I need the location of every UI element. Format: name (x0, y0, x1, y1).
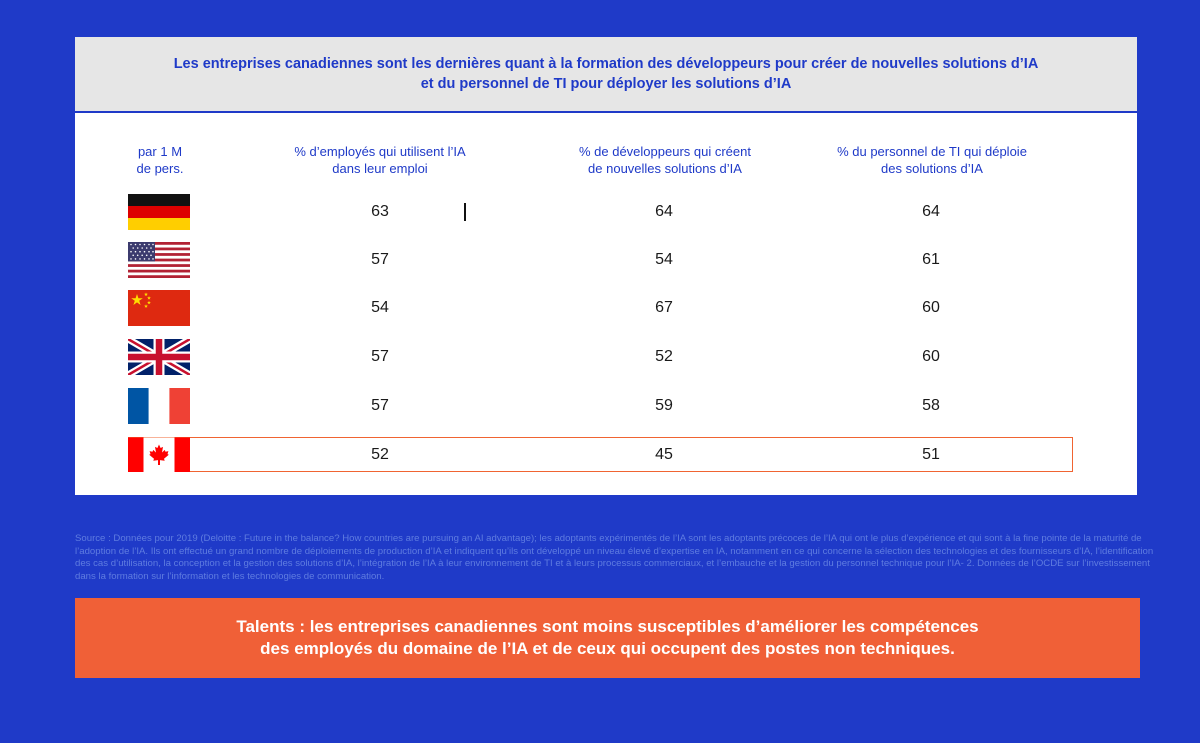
china-flag-icon (128, 290, 190, 326)
table-cell: 54 (371, 299, 389, 316)
column-header-line-1: % de développeurs qui créent (578, 144, 751, 159)
card-title (126, 54, 1086, 94)
table-cell: 52 (655, 348, 673, 365)
column-header-line-2: des solutions d’IA (881, 161, 983, 176)
table-cell: 61 (922, 251, 940, 268)
canada-flag-icon (128, 437, 190, 472)
usa-flag-icon (128, 242, 190, 278)
germany-flag-icon (128, 194, 190, 230)
column-header-line-2: dans leur emploi (332, 161, 428, 176)
column-header-line-2: de nouvelles solutions d’IA (588, 161, 742, 176)
uk-flag-icon (128, 339, 190, 375)
banner-line-2: des employés du domaine de l’IA et de ceux qui occupent des postes non techniques. (260, 639, 955, 658)
column-header-it-staff (802, 143, 1062, 177)
table-cell: 59 (655, 397, 673, 414)
table-cell: 57 (371, 397, 389, 414)
column-header-developers (535, 143, 795, 177)
card-header (75, 37, 1137, 113)
table-cell: 64 (922, 203, 940, 220)
table-cell: 57 (371, 348, 389, 365)
table-cell: 60 (922, 348, 940, 365)
row-header (115, 143, 205, 177)
table-cell: 63 (371, 203, 389, 220)
text-cursor (464, 203, 466, 221)
table-cell: 67 (655, 299, 673, 316)
source-note: Source : Données pour 2019 (Deloitte : Future in the balance? How countries are pursuing an AI advantage); les adoptants expérimentés de l’IA sont les adoptants précoces de l’IA qui ont le plus d’expérience et qui sont à la fine pointe de la maturité de l’adoption de l’IA. Ils ont effectué un grand nombre de déploiements de production d’IA et indiquent qu’ils ont développé un niveau élevé d’expertise en IA, notamment en ce qui concerne la sélection des technologies et des fournisseurs d’IA, l’identification des cas d’utilisation, la conception et la gestion des solutions d’IA, l’intégration de l’IA à leur environnement de TI et à leurs processus commerciaux, et l’embauche et la gestion du personnel technique pour l’IA- 2. Données de l’OCDE sur l’investissement dans la formation sur l’information et les technologies de communication. (75, 533, 1154, 582)
column-header-line-1: % du personnel de TI qui déploie (837, 144, 1027, 159)
table-cell: 51 (922, 446, 940, 463)
table-cell: 60 (922, 299, 940, 316)
table-cell: 58 (922, 397, 940, 414)
banner-text (158, 616, 1058, 660)
column-header-employees (250, 143, 510, 177)
row-header-line-1: par 1 M (137, 144, 183, 159)
talent-banner (75, 598, 1140, 678)
table-cell: 54 (655, 251, 673, 268)
table-card (75, 37, 1137, 495)
column-header-line-1: % d’employés qui utilisent l’IA (294, 144, 466, 159)
table-cell: 64 (655, 203, 673, 220)
france-flag-icon (128, 388, 190, 424)
row-header-line-2: de pers. (136, 161, 184, 176)
table-cell: 52 (371, 446, 389, 463)
table-cell: 45 (655, 446, 673, 463)
card-title-line-1: Les entreprises canadiennes sont les dernières quant à la formation des développeurs pour créer de nouvelles solutions d’IA (173, 56, 1039, 72)
banner-line-1: Talents : les entreprises canadiennes sont moins susceptibles d’améliorer les compétences (236, 617, 979, 636)
card-title-line-2: et du personnel de TI pour déployer les solutions d’IA (420, 76, 792, 92)
table-cell: 57 (371, 251, 389, 268)
